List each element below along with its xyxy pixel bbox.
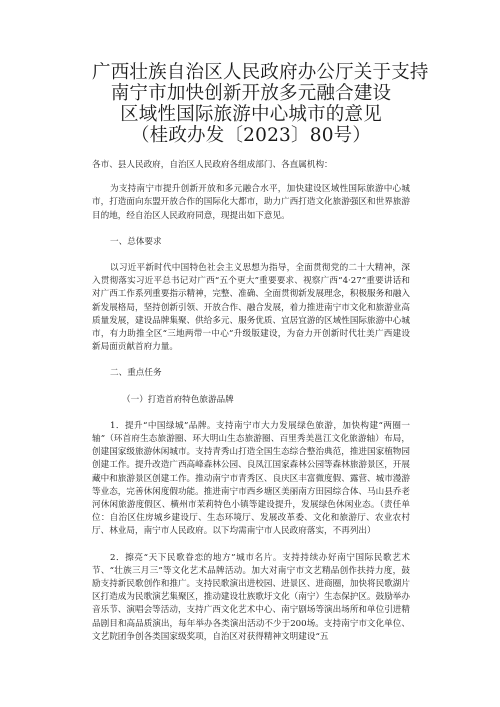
section-2-item-1: 1．提升“中国绿城”品牌。支持南宁市大力发展绿色旅游，加快构建“两圈一轴”（环首府生态旅游圈、环大明山生态旅游圈、百里秀美邕江文化旅游轴）布局，创建国家级旅游休闲城市。支持青秀山打造全国生态综合整治典范，推进国家植物园创建工作。提升改造广西高峰森林公园、良凤江国家森林公园等森林旅游景区，开展藏中和旅游景区创建工作。推动南宁市青秀区、良庆区丰富微度假、露营、城市漫游等业态，完善休闲度假功能。推进南宁市西乡塘区美丽南方田园综合体、马山县乔老河休闲旅游度假区、横州市茉莉特色小镇等建设提升，发展绿色休闲业态。（责任单位：自治区住房城乡建设厅、生态环境厅、发展改革委、文化和旅游厅、农业农村厅、林业局，南宁市人民政府。以下均需南宁市人民政府落实，不再列出）: [92, 420, 410, 537]
section-2-subheading: （一）打造首府特色旅游品牌: [122, 394, 234, 405]
title-line-3: 区域性国际旅游中心城市的意见: [120, 104, 382, 125]
document-title: [92, 62, 429, 146]
title-line-2: 南宁市加快创新开放多元融合建设: [110, 83, 392, 104]
intro-paragraph: 为支持南宁市提升创新开放和多元融合水平，加快建设区域性国际旅游中心城市，打造面向东盟开放合作的国际化大都市，助力广西打造文化旅游强区和世界旅游目的地，经自治区人民政府同意，现提出如下意见。: [92, 184, 410, 221]
section-1-heading: 一、总体要求: [110, 236, 162, 247]
title-line-4: （桂政办发〔2023〕80号）: [130, 125, 372, 146]
section-1-body: 以习近平新时代中国特色社会主义思想为指导，全面贯彻党的二十大精神，深入贯彻落实习近平总书记对广西“五个更大”重要要求、视察广西“4·27”重要讲话和对广西工作系列重要指示精神，完整、准确、全面贯彻新发展理念，积极服务和融入新发展格局，坚持创新引领、开放合作、融合发展，着力推进南宁市文化和旅游业高质量发展，建设品牌集聚、供给多元、服务优质、宜居宜游的区域性国际旅游中心城市，有力助推全区“三地两带一中心”升级版建设，为奋力开创新时代壮美广西建设新局面贡献首府力量。: [92, 263, 410, 353]
section-2-heading: 二、重点任务: [110, 368, 162, 379]
salutation: 各市、县人民政府，自治区人民政府各组成部门、各直属机构：: [92, 160, 333, 170]
section-2-item-2: 2．擦亮“天下民歌眷恋的地方”城市名片。支持持续办好南宁国际民歌艺术节、“壮族三月三”等文化艺术品牌活动。加大对南宁市文艺精品创作扶持力度，鼓励支持新民歌创作和推广。支持民歌演出进校园、进景区、进商圈，加快将民歌湖片区打造成为民歌演艺集聚区，推动建设壮族歌圩文化（南宁）生态保护区。鼓励举办音乐节、演唱会等活动，支持广西文化艺术中心、南宁剧场等演出场所和单位引进精品剧目和高品质演出，每年举办各类演出活动不少于200场。支持南宁市文化单位、文艺院团争创各类国家级奖项，自治区对获得精神文明建设“五: [92, 552, 410, 642]
title-line-1: 广西壮族自治区人民政府办公厅关于支持: [92, 62, 429, 83]
